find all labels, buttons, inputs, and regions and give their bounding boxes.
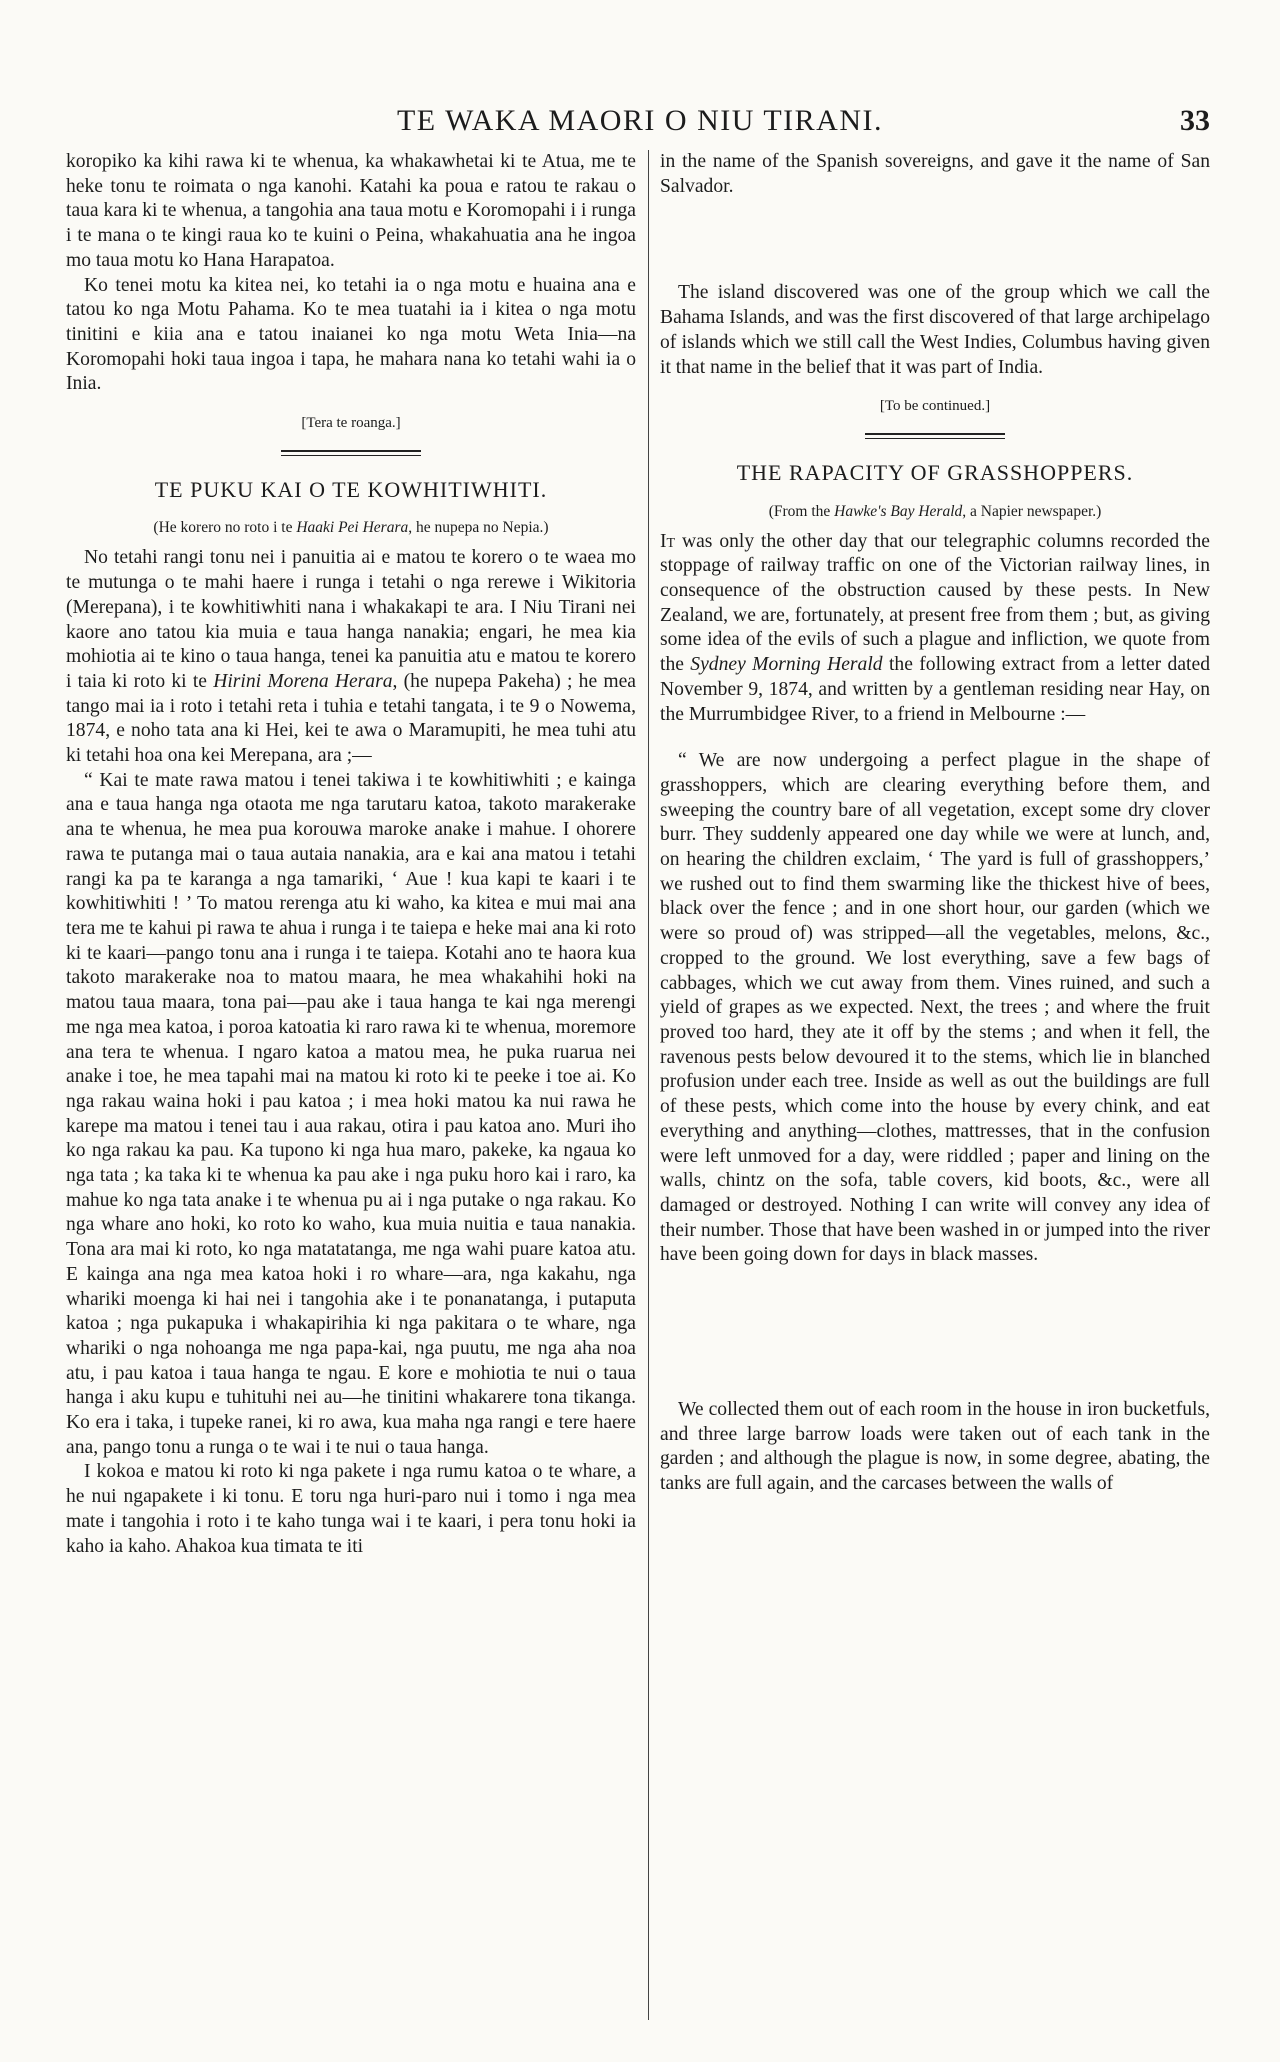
page-title: TE WAKA MAORI O NIU TIRANI. xyxy=(396,104,884,137)
newspaper-name: Hirini Morena Herara xyxy=(213,670,393,692)
maori-paragraph: koropiko ka kihi rawa ki te whenua, ka whakawhetai ki te Atua, me te heke tonu te roimata o nga kanohi. Katahi ka poua e ratou te rakau o taua kara ki te whenua, a tangohia ana taua motu e Koromopahi i i runga i te mana o te kingi raua ko te kuini o Peina, whakahuatia ana he ingoa mo taua motu ko Hana Harapatoa. xyxy=(66,151,636,271)
source-line xyxy=(660,502,1210,522)
source-prefix: (He korero no roto i te xyxy=(153,519,297,537)
spacer xyxy=(660,1268,1210,1398)
maori-paragraph: I kokoa e matou ki roto ki nga pakete i nga rumu katoa o te whare, a he nui ngapakete i ki tonu. E toru nga huri-paro nui i tomo i nga mea mate i tangohia i roto i te kaho tunga wai i te kaari, i pera tonu hoki ia kaho ia kaho. Ahakoa kua timata te iti xyxy=(66,1461,636,1557)
text-run: was only the other day that our telegraphic columns recorded the stoppage of railway traffic on one of the Victorian railway lines, in consequence of the obstruction caused by these pests. In New Zealand, we are, fortunately, at present free from them ; but, as giving some idea of the evils of such a plague and infliction, we quote from the xyxy=(660,530,1210,676)
spacer xyxy=(660,727,1210,749)
english-paragraph xyxy=(660,530,1210,728)
maori-column xyxy=(66,150,636,2030)
section-rule xyxy=(865,433,1005,439)
english-quoted-letter: “ We are now undergoing a perfect plague in the shape of grasshoppers, which are clearing everything before them, and sweeping the country bare of all vegetation, except some dry clover burr. They suddenly appeared one day while we were at lunch, and, on hearing the children exclaim, ‘ The yard is full of grasshoppers,’ we rushed out to find them swarming like the thickest hive of bees, black over the fence ; and in one short hour, our garden (which we were so proud of) was stripped—all the vegetables, melons, &c., cropped to the ground. We lost everything, save a few bags of cabbages, which we cut away from them. Vines ruined, and such a yield of grapes as we expected. Next, the trees ; and where the fruit proved too hard, they ate it off by the stems ; and when it fell, the ravenous pests below devoured it to the stems, which lie in blanched profusion under each tree. Inside as well as out the buildings are full of these pests, which come into the house by every chink, and eat everything and anything—clothes, mattresses, that in the confusion were left unmoved for a day, were riddled ; paper and lining on the walls, chintz on the sofa, table covers, kid boots, &c., were all damaged or destroyed. Nothing I can write will convey any idea of their number. Those that have been washed in or jumped into the river have been going down for days in black masses. xyxy=(660,750,1210,1266)
source-suffix: , he nupepa no Nepia.) xyxy=(408,519,549,537)
drop-cap: It xyxy=(660,530,676,552)
maori-quoted-letter: “ Kai te mate rawa matou i tenei takiwa i te kowhitiwhiti ; e kainga ana e taua hanga nga otaota me nga tarutaru katoa, takoto marakerake ana te whenua, he mea pua korouwa maroke anake i mahue. I ohorere rawa te putanga mai o taua autaia nanakia, ara e kai ana matou i tetahi rangi ka pa te karanga a nga tamariki, ‘ Aue ! kua kapi te kaari i te kowhitiwhiti ! ’ To matou rerenga atu ki waho, ka kitea e mui mai ana tera me te kahui pi rawa te ahua i runga i te taiepa e heke mai ana ki roto ki te kaari—pango tonu ana i runga i te taiepa. Kotahi ano te haora kua takoto marakerake noa to matou maara, he mea whakahihi hoki na matou taua maara, tona pai—pau ake i taua hanga te kai nga merengi me nga mea katoa, i poroa katoatia ki raro rawa ki te whenua, moremore ana tera te whenua. I ngaro katoa a matou mea, he puka ruarua nei anake i toe, he mea tapahi mai na matou ki roto ki te peeke i toe ai. Ko nga rakau waina hoki i pau katoa ; i mea hoki matou ka nui rawa he karepe ma matou i tenei tau i aua rakau, otira i pau katoa ano. Muri iho ko nga rakau ka pau. Ka tupono ki nga hua maro, pakeke, ka ngaua ko nga tata ; ka taka ki te whenua ka pau ake i nga puku horo kai i raro, ka mahue ko nga tata anake i te whenua pu ai i nga putake o nga rakau. Ko nga whare ano hoki, ko roto ko waho, kua muia nuitia e taua nanakia. Tona ara mai ki roto, ko nga matatatanga, me nga wahi puare katoa atu. E kainga ana nga mea katoa hoki i ro whare—ara, nga kakahu, nga whariki moenga ki hai nei i tangohia ake i te ponanatanga, i putaputa katoa ; nga pukapuka i whakapirihia ki nga pakitara o te whare, nga whariki o nga nohoanga me nga papa-kai, nga puutu, me nga aha noa atu, i pau katoa i taua hanga te ngau. E kore e mohiotia te nui o taua hanga i aku kupu e tuhituhi nei au—he tinitini whakarere tona tikanga. Ko era i taka, i tupeke ranei, ki ro awa, kua maha nga rangi e tere haere ana, pango tonu a runga o te wai i te nui o taua hanga. xyxy=(66,769,636,1458)
section-rule xyxy=(281,450,421,456)
source-newspaper: Hawke's Bay Herald xyxy=(834,502,963,520)
english-paragraph: The island discovered was one of the group which we call the Bahama Islands, and was the first discovered of that large archipelago of islands which we still call the West Indies, Columbus having given it that name in the belief that it was part of India. xyxy=(660,282,1210,378)
section-title: TE PUKU KAI O TE KOWHITIWHITI. xyxy=(154,476,548,502)
text-run: , (he nupepa Pakeha) ; he mea tango mai ia i roto i tetahi reta i tuhia e tetahi tangata, i te 9 o Nowema, 1874, e noho tata ana ki Hei, kei te awa o Maramupiti, he mea tuhi atu ki tetahi hoa ona kei Merepana, ara ;— xyxy=(66,670,636,767)
source-prefix: (From the xyxy=(768,502,835,520)
maori-paragraph: Ko tenei motu ka kitea nei, ko tetahi ia o nga motu e huaina ana e tatou ko nga Motu Pahama. Ko te mea tuatahi ia i kitea o nga motu tinitini e kiia ana e tatou inaianei ko nga motu Weta Inia—na Koromopahi hoki taua ingoa i tapa, he mahara nana ko tetahi wahi ia o Inia. xyxy=(66,274,636,395)
english-paragraph: We collected them out of each room in the house in iron bucketfuls, and three large barrow loads were taken out of each tank in the garden ; and although the plague is now, in some degree, abating, the tanks are full again, and the carcases between the walls of xyxy=(660,1399,1210,1495)
continued-note: [To be continued.] xyxy=(879,398,991,415)
page-number: 33 xyxy=(1180,104,1210,137)
source-line xyxy=(66,518,636,538)
spacer xyxy=(660,199,1210,281)
newspaper-name: Sydney Morning Herald xyxy=(690,654,883,676)
continued-note: [Tera te roanga.] xyxy=(301,415,401,432)
section-title: THE RAPACITY OF GRASSHOPPERS. xyxy=(736,459,1134,485)
running-head xyxy=(62,100,1218,142)
english-column xyxy=(660,150,1210,2030)
source-newspaper: Haaki Pei Herara xyxy=(296,519,409,537)
column-divider xyxy=(648,150,649,2020)
maori-paragraph xyxy=(66,546,636,768)
text-run: the following extract from a letter dated November 9, 1874, and written by a gentleman residing near Hay, on the Murrumbidgee River, to a friend in Melbourne :— xyxy=(660,654,1210,725)
text-run: No tetahi rangi tonu nei i panuitia ai e matou te korero o te waea mo te mutunga o te mahi haere i runga i tetahi o nga rerewe i Wikitoria (Merepana), i te kowhitiwhiti nana i whakakapi te ara. I Niu Tirani nei kaore ano tatou kia muia e taua hanga nanakia; engari, he mea kia mohiotia ai te kino o taua hanga, tenei ka panuitia atu e matou te korero i taia ki roto ki te xyxy=(66,547,636,692)
english-paragraph: in the name of the Spanish sovereigns, and gave it the name of San Salvador. xyxy=(660,151,1210,197)
source-suffix: , a Napier newspaper.) xyxy=(962,502,1102,520)
